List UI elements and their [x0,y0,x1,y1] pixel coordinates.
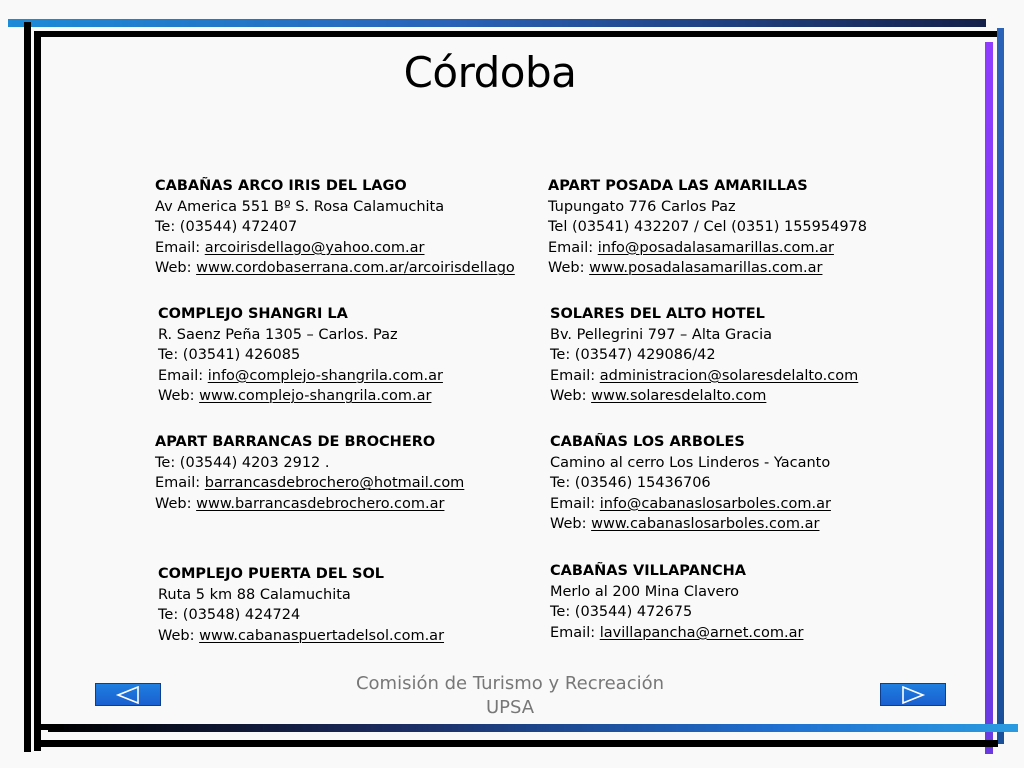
listing-complejo-puerta-del-sol [158,564,444,646]
listing-solares-del-alto-hotel [550,304,858,407]
web-label: Web: [158,388,200,404]
listing-email-row [550,494,831,515]
listing-name: COMPLEJO SHANGRI LA [158,306,348,322]
listing-phone: Te: (03544) 4203 2912 . [155,454,330,471]
footer [330,672,690,720]
listing-phone: Tel (03541) 432207 / Cel (0351) 155954978 [548,219,867,235]
right-triangle-icon [900,686,926,704]
listing-name: APART POSADA LAS AMARILLAS [548,178,808,194]
listing-web-row [550,386,858,407]
frame-bottom-gradient-bar [48,724,1018,732]
web-link[interactable]: www.complejo-shangrila.com.ar [199,388,432,404]
listing-cabanas-arco-iris [155,176,515,279]
email-label: Email: [548,239,598,256]
web-label: Web: [550,388,592,404]
frame-bottom-black-bar [40,740,998,747]
web-link[interactable]: www.solaresdelalto.com [591,388,767,404]
listing-email-row [550,623,803,644]
listing-cabanas-los-arboles [550,432,831,535]
left-triangle-icon [115,686,141,704]
email-label: Email: [550,624,600,641]
listing-address: R. Saenz Peña 1305 – Carlos. Paz [158,326,398,343]
listing-web-row [155,494,464,515]
listing-name: SOLARES DEL ALTO HOTEL [550,306,765,322]
listing-email-row [158,366,443,387]
email-link[interactable]: info@posadalasamarillas.com.ar [597,239,834,256]
listing-email-row [155,238,515,259]
email-link[interactable]: arcoirisdellago@yahoo.com.ar [204,239,425,256]
listing-address: Camino al cerro Los Linderos - Yacanto [550,454,831,471]
listing-phone: Te: (03546) 15436706 [550,475,711,491]
footer-line-1: Comisión de Turismo y Recreación [355,673,665,694]
listing-web-row [155,258,515,279]
email-label: Email: [155,475,205,491]
listing-address: Av America 551 Bº S. Rosa Calamuchita [155,198,445,215]
email-label: Email: [158,367,208,384]
frame-top-black-bar [34,31,1000,37]
email-link[interactable]: info@complejo-shangrila.com.ar [207,367,443,384]
listing-phone: Te: (03547) 429086/42 [550,347,716,363]
web-label: Web: [155,495,197,512]
listing-web-row [550,514,831,535]
listing-complejo-shangri-la [158,304,443,407]
page-title: Córdoba [403,48,577,97]
listing-name: COMPLEJO PUERTA DEL SOL [158,566,385,582]
footer-line-2: UPSA [485,697,535,718]
listing-address: Ruta 5 km 88 Calamuchita [158,586,351,603]
web-link[interactable]: www.barrancasdebrochero.com.ar [196,495,445,512]
web-link[interactable]: www.cabanaslosarboles.com.ar [591,516,820,532]
listing-address: Tupungato 776 Carlos Paz [548,198,736,215]
listing-name: APART BARRANCAS DE BROCHERO [155,434,436,450]
listing-email-row [550,366,858,387]
frame-left-inner-bar [34,31,41,751]
listing-email-row [548,238,867,259]
previous-slide-button[interactable] [95,683,161,706]
next-slide-button[interactable] [880,683,946,706]
listing-phone: Te: (03541) 426085 [158,347,301,363]
listing-web-row [548,258,867,279]
email-link[interactable]: lavillapancha@arnet.com.ar [599,624,804,641]
listing-apart-posada-las-amarillas [548,176,867,279]
listing-phone: Te: (03544) 472675 [550,604,693,620]
listing-address: Bv. Pellegrini 797 – Alta Gracia [550,326,773,343]
listing-cabanas-villapancha [550,561,803,643]
listing-phone: Te: (03548) 424724 [158,607,301,623]
frame-top-gradient-bar [8,19,986,27]
frame-bottom-left-black-segment [40,724,64,730]
email-link[interactable]: barrancasdebrochero@hotmail.com [204,475,465,491]
email-link[interactable]: administracion@solaresdelalto.com [599,367,859,384]
email-label: Email: [155,239,205,256]
listing-apart-barrancas [155,432,464,514]
frame-right-purple-bar [985,42,993,754]
listing-address: Merlo al 200 Mina Clavero [550,583,739,600]
frame-left-outer-bar [24,22,31,752]
web-label: Web: [158,627,200,644]
email-label: Email: [550,367,600,384]
email-label: Email: [550,495,600,512]
listing-name: CABAÑAS VILLAPANCHA [550,563,746,579]
frame-right-blue-bar [997,28,1004,744]
listing-web-row [158,626,444,647]
web-label: Web: [155,260,197,276]
listing-email-row [155,473,464,494]
listing-name: CABAÑAS LOS ARBOLES [550,434,745,450]
web-link[interactable]: www.cabanaspuertadelsol.com.ar [199,627,445,644]
web-link[interactable]: www.cordobaserrana.com.ar/arcoirisdellago [196,260,515,276]
listing-web-row [158,386,443,407]
web-label: Web: [548,260,590,276]
listing-name: CABAÑAS ARCO IRIS DEL LAGO [155,178,407,194]
web-label: Web: [550,516,592,532]
email-link[interactable]: info@cabanaslosarboles.com.ar [599,495,831,512]
web-link[interactable]: www.posadalasamarillas.com.ar [589,260,823,276]
listing-phone: Te: (03544) 472407 [155,219,298,235]
